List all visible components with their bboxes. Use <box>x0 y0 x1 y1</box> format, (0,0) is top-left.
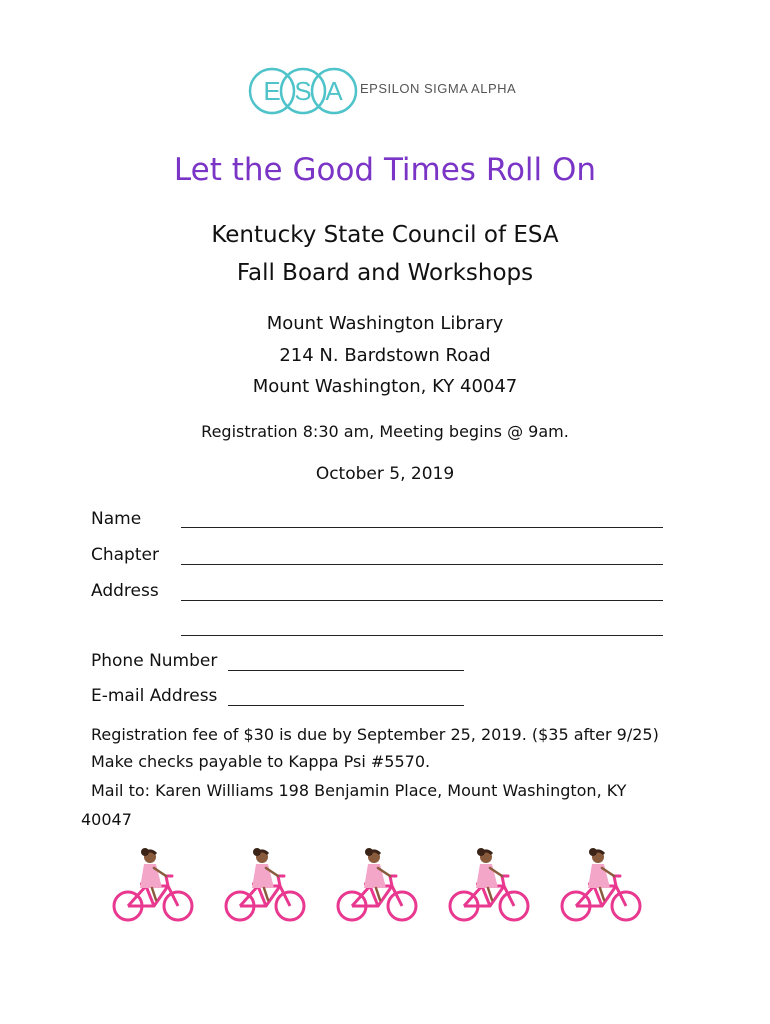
email-label: E-mail Address <box>91 686 218 706</box>
venue-street: 214 N. Bardstown Road <box>279 345 491 366</box>
payable-info: Make checks payable to Kappa Psi #5570. <box>91 752 431 771</box>
mail-to-zip: 40047 <box>81 810 132 829</box>
chapter-blank-line[interactable] <box>181 564 663 565</box>
girl-on-bicycle-icon <box>222 848 308 924</box>
logo-letter-e: E <box>263 76 281 106</box>
girl-on-bicycle-icon <box>110 848 196 924</box>
girl-on-bicycle-icon <box>558 848 644 924</box>
address-blank-line-2[interactable] <box>181 635 663 636</box>
subtitle-council: Kentucky State Council of ESA <box>211 222 559 248</box>
address-label: Address <box>91 581 159 601</box>
bicycle-riders-row <box>110 848 650 924</box>
chapter-label: Chapter <box>91 545 159 565</box>
fee-info: Registration fee of $30 is due by September 25, 2019. ($35 after 9/25) <box>91 725 659 744</box>
phone-blank-line[interactable] <box>228 670 464 671</box>
registration-time: Registration 8:30 am, Meeting begins @ 9am. <box>201 422 569 441</box>
logo-letter-s: S <box>294 76 312 106</box>
event-date: October 5, 2019 <box>315 464 455 484</box>
page-title: Let the Good Times Roll On <box>173 152 597 188</box>
name-label: Name <box>91 509 142 529</box>
subtitle-event: Fall Board and Workshops <box>236 260 534 286</box>
address-blank-line-1[interactable] <box>181 600 663 601</box>
girl-on-bicycle-icon <box>334 848 420 924</box>
logo-letter-a: A <box>325 76 343 106</box>
logo-name: EPSILON SIGMA ALPHA <box>360 81 517 96</box>
phone-label: Phone Number <box>91 651 218 671</box>
venue-name: Mount Washington Library <box>266 313 504 334</box>
esa-rings-icon <box>248 64 358 118</box>
girl-on-bicycle-icon <box>446 848 532 924</box>
venue-city: Mount Washington, KY 40047 <box>252 376 518 397</box>
mail-to-info: Mail to: Karen Williams 198 Benjamin Place, Mount Washington, KY <box>91 781 627 800</box>
name-blank-line[interactable] <box>181 527 663 528</box>
email-blank-line[interactable] <box>228 705 464 706</box>
esa-logo <box>248 64 528 118</box>
